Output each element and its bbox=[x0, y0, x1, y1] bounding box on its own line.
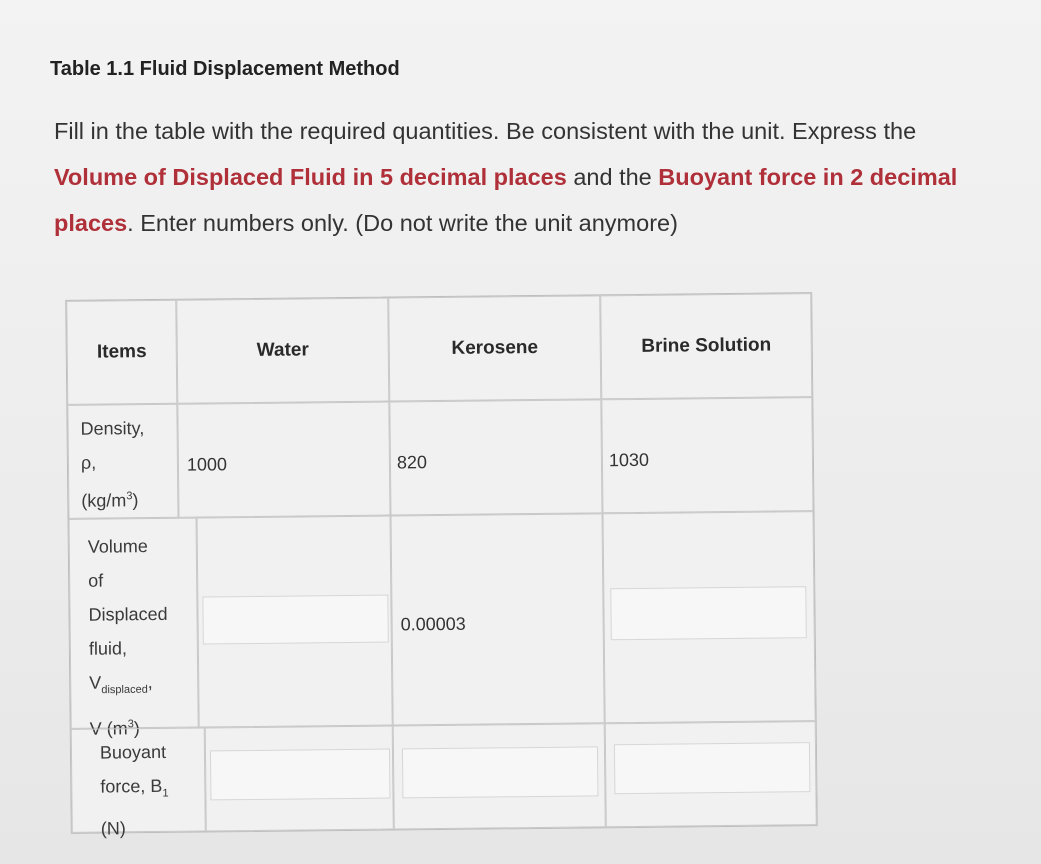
volume-label-line3: Displaced bbox=[88, 603, 168, 625]
volume-kerosene-value[interactable]: 0.00003 bbox=[400, 613, 466, 635]
header-water-label: Water bbox=[256, 339, 309, 361]
buoyant-water-input[interactable] bbox=[210, 749, 391, 801]
header-brine bbox=[600, 293, 812, 399]
row-label-density bbox=[67, 404, 178, 519]
volume-unit-sup: 3 bbox=[127, 717, 134, 730]
buoyant-label-line2 bbox=[100, 768, 204, 811]
volume-label-line5 bbox=[89, 665, 197, 708]
volume-label-line1: Volume bbox=[87, 536, 148, 557]
volume-water-input[interactable] bbox=[202, 595, 388, 645]
density-label-line3 bbox=[81, 479, 177, 518]
density-brine-value: 1030 bbox=[608, 449, 650, 471]
volume-label-line2: of bbox=[88, 570, 104, 591]
instructions-highlight-buoyant: Buoyant force in 2 decimal places bbox=[54, 164, 958, 236]
density-brine-cell bbox=[601, 397, 813, 513]
density-label-line2: ρ, bbox=[80, 452, 97, 473]
density-kerosene-value: 820 bbox=[396, 452, 428, 473]
volume-label-line4: fluid, bbox=[88, 638, 128, 659]
header-kerosene bbox=[388, 295, 601, 401]
fluid-displacement-table bbox=[65, 292, 818, 839]
density-unit: (kg/m bbox=[81, 490, 127, 511]
density-label-line1: Density, bbox=[80, 418, 145, 439]
buoyant-brine-input[interactable] bbox=[614, 742, 811, 794]
buoyant-symbol-sub: 1 bbox=[162, 787, 169, 800]
volume-brine-input[interactable] bbox=[610, 586, 807, 640]
density-water-value: 1000 bbox=[186, 454, 228, 475]
volume-symbol: V bbox=[89, 672, 102, 693]
density-water-cell bbox=[177, 402, 390, 518]
table-title: Table 1.1 Fluid Displacement Method bbox=[50, 58, 400, 80]
row-label-volume bbox=[69, 518, 199, 739]
volume-unit-end: ) bbox=[133, 717, 140, 738]
instructions-text-1: Fill in the table with the required quantities. Be consistent with the unit. Express the bbox=[54, 118, 917, 144]
buoyant-symbol: force, B bbox=[100, 775, 163, 797]
density-kerosene-cell bbox=[389, 399, 602, 515]
volume-water-cell bbox=[197, 516, 393, 728]
header-brine-label: Brine Solution bbox=[641, 334, 772, 357]
buoyant-water-cell bbox=[205, 726, 394, 832]
row-label-buoyant bbox=[71, 727, 206, 839]
buoyant-brine-cell bbox=[605, 721, 817, 827]
buoyant-label-line3: (N) bbox=[100, 817, 126, 839]
density-unit-sup: 3 bbox=[126, 490, 133, 503]
header-items-label: Items bbox=[96, 341, 147, 363]
volume-symbol-sub: displaced bbox=[101, 683, 148, 697]
buoyant-kerosene-cell bbox=[393, 723, 606, 829]
instructions-text-3: . Enter numbers only. (Do not write the unit anymore) bbox=[127, 210, 678, 236]
density-unit-end: ) bbox=[132, 490, 139, 511]
header-water bbox=[176, 298, 389, 404]
instructions bbox=[54, 108, 1004, 246]
instructions-text-2: and the bbox=[566, 164, 659, 190]
buoyant-label-line1: Buoyant bbox=[99, 741, 167, 763]
buoyant-kerosene-input[interactable] bbox=[402, 746, 599, 798]
volume-symbol-end: , bbox=[147, 672, 153, 693]
header-kerosene-label: Kerosene bbox=[451, 336, 539, 359]
instructions-highlight-volume: Volume of Displaced Fluid in 5 decimal places bbox=[54, 164, 567, 190]
volume-brine-cell bbox=[602, 511, 815, 723]
header-items bbox=[66, 300, 177, 405]
volume-kerosene-cell bbox=[391, 513, 605, 725]
volume-unit: V (m bbox=[89, 717, 128, 739]
